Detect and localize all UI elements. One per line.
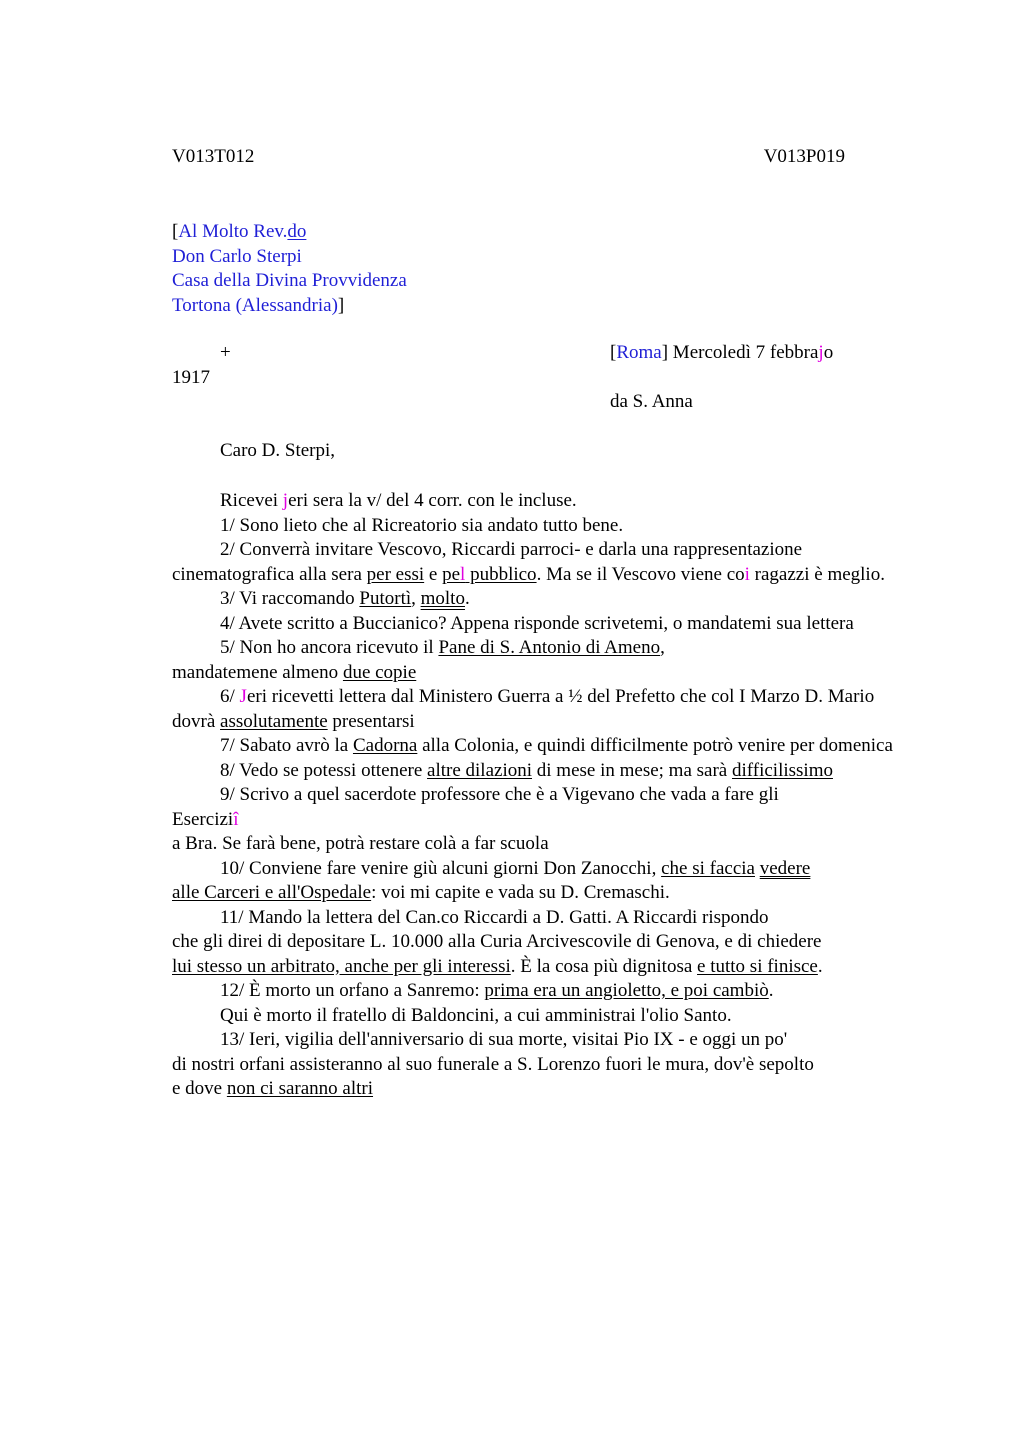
paragraph-8: 8/ Vedo se potessi ottenere altre dilazioni di mese in mese; ma sarà difficilissimo	[220, 759, 833, 781]
code-left: V013T012	[172, 146, 255, 167]
correction-mark: j	[282, 490, 289, 511]
date-year: 1917	[172, 367, 210, 388]
paragraph-12-cont: Qui è morto il fratello di Baldoncini, a cui amministrai l'olio Santo.	[220, 1004, 732, 1026]
address-title: Al Molto Rev.	[178, 221, 288, 242]
paragraph-intro: Ricevei jeri sera la v/ del 4 corr. con le incluse.	[220, 490, 577, 511]
date-city: Roma	[616, 342, 662, 363]
paragraph-13: 13/ Ieri, vigilia dell'anniversario di sua morte, visitai Pio IX - e oggi un po'	[220, 1029, 788, 1050]
bracket: ]	[337, 294, 345, 316]
date-text: ] Mercoledì 7 febbra	[661, 342, 819, 363]
letter-body	[172, 489, 902, 1102]
paragraph-11-cont2: lui stesso un arbitrato, anche per gli interessi. È la cosa più dignitosa e tutto si finisce.	[172, 955, 823, 977]
paragraph-5: 5/ Non ho ancora ricevuto il Pane di S. Antonio di Ameno,	[220, 637, 665, 658]
paragraph-7: 7/ Sabato avrò la Cadorna alla Colonia, e quindi difficilmente potrò venire per domenica	[220, 735, 893, 756]
correction-mark: i	[744, 563, 750, 585]
paragraph-12: 12/ È morto un orfano a Sanremo: prima era un angioletto, e poi cambiò.	[220, 980, 774, 1001]
correction-mark: j	[818, 342, 824, 363]
document-codes	[172, 146, 845, 170]
bracket: [	[610, 342, 617, 363]
address-block	[172, 220, 407, 318]
address-line-1	[172, 220, 407, 245]
paragraph-10-cont: alle Carceri e all'Ospedale: voi mi capite e vada su D. Cremaschi.	[172, 882, 670, 903]
paragraph-2: 2/ Converrà invitare Vescovo, Riccardi parroci- e darla una rappresentazione cinematografica alla sera per essi e pel pubblico. Ma se il Vescovo viene coi ragazzi è meglio.	[172, 539, 885, 585]
date-place: da S. Anna	[610, 391, 693, 412]
correction-mark: l	[460, 563, 466, 585]
salutation: Caro D. Sterpi,	[220, 440, 336, 461]
paragraph-3: 3/ Vi raccomando Putortì, molto.	[220, 588, 470, 609]
bracket: [	[172, 221, 179, 242]
address-city: Tortona (Alessandria)	[172, 294, 338, 316]
paragraph-13-cont: di nostri orfani assisteranno al suo funerale a S. Lorenzo fuori le mura, dov'è sepolto	[172, 1053, 814, 1075]
code-right: V013P019	[763, 146, 845, 167]
paragraph-4: 4/ Avete scritto a Buccianico? Appena risponde scrivetemi, o mandatemi sua lettera	[220, 612, 854, 634]
paragraph-13-cont2: e dove non ci saranno altri	[172, 1078, 374, 1099]
date-text-end: o	[823, 342, 834, 363]
cross-sign: +	[220, 342, 231, 363]
paragraph-11-cont: che gli direi di depositare L. 10.000 alla Curia Arcivescovile di Genova, e di chiedere	[172, 931, 822, 952]
paragraph-9-cont: Eserciziî	[172, 808, 239, 830]
paragraph-9-cont2: a Bra. Se farà bene, potrà restare colà a far scuola	[172, 833, 549, 854]
dateline	[610, 342, 833, 364]
address-title-abbrev: do	[287, 221, 307, 242]
paragraph-10: 10/ Conviene fare venire giù alcuni giorni Don Zanocchi, che si faccia vedere	[220, 857, 811, 879]
correction-mark: î	[233, 808, 239, 830]
paragraph-1: 1/ Sono lieto che al Ricreatorio sia andato tutto bene.	[220, 514, 624, 536]
address-line-3: Casa della Divina Provvidenza	[172, 270, 407, 291]
correction-mark: J	[239, 686, 247, 707]
address-line-4	[172, 294, 407, 319]
address-line-2: Don Carlo Sterpi	[172, 245, 302, 267]
paragraph-9: 9/ Scrivo a quel sacerdote professore che è a Vigevano che vada a fare gli	[220, 784, 779, 805]
paragraph-5-cont: mandatemene almeno due copie	[172, 661, 417, 683]
paragraph-11: 11/ Mando la lettera del Can.co Riccardi a D. Gatti. A Riccardi rispondo	[220, 906, 769, 928]
paragraph-6: 6/ Jeri ricevetti lettera dal Ministero Guerra a ½ del Prefetto che col I Marzo D. Mario dovrà assolutamente presentarsi	[172, 686, 875, 732]
